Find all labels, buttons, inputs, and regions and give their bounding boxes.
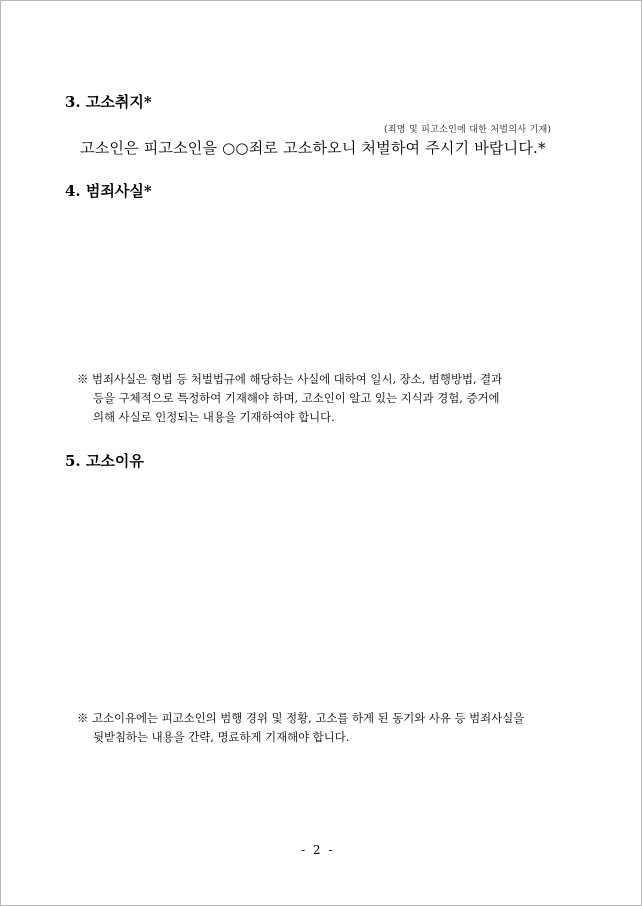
section-heading-reasons: 5. 고소이유 <box>65 452 144 470</box>
facts-notice-line: ※ 범죄사실은 형법 등 처벌법규에 해당하는 사실에 대하여 일시, 장소, 범행방법, 결과 <box>77 372 503 386</box>
page-number: - 2 - <box>301 843 335 857</box>
section-heading-facts: 4. 범죄사실* <box>65 182 152 200</box>
facts-notice <box>77 370 569 427</box>
reasons-notice-line: ※ 고소이유에는 피고소인의 범행 경위 및 정황, 고소를 하게 된 동기와 사유 등 범죄사실을 <box>77 711 525 725</box>
reasons-notice <box>77 709 569 747</box>
facts-notice-line: 의해 사실로 인정되는 내용을 기재하여야 합니다. <box>93 410 335 424</box>
section-heading-purpose: 3. 고소취지* <box>65 93 152 111</box>
purpose-text: 고소인은 피고소인을 ○○죄로 고소하오니 처벌하여 주시기 바랍니다.* <box>80 139 546 157</box>
facts-notice-line: 등을 구체적으로 특정하여 기재해야 하며, 고소인이 알고 있는 지식과 경험, 증거에 <box>93 391 500 405</box>
purpose-note: (죄명 및 피고소인에 대한 처벌의사 기재) <box>384 125 552 135</box>
reasons-notice-line: 뒷받침하는 내용을 간략, 명료하게 기재해야 합니다. <box>93 730 350 744</box>
